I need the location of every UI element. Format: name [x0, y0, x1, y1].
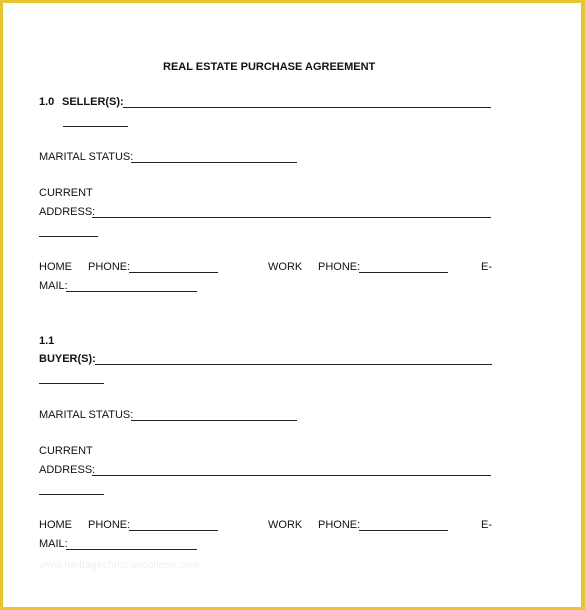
seller-home-phone-label: PHONE: — [88, 261, 131, 273]
buyer-address-label: ADDRESS: — [39, 464, 96, 476]
buyer-home-phone-field[interactable] — [129, 530, 218, 531]
seller-work-phone-label: PHONE: — [318, 261, 361, 273]
seller-email-field[interactable] — [66, 291, 197, 292]
seller-address-field[interactable] — [92, 217, 491, 218]
seller-current-label: CURRENT — [39, 187, 93, 199]
seller-name-field-continued[interactable] — [63, 126, 128, 127]
seller-address-label: ADDRESS: — [39, 206, 96, 218]
buyer-email-field[interactable] — [66, 549, 197, 550]
buyer-marital-status-label: MARITAL STATUS: — [39, 409, 134, 421]
seller-marital-status-label: MARITAL STATUS: — [39, 151, 134, 163]
buyer-work-phone-field[interactable] — [359, 530, 448, 531]
buyer-label: BUYER(S): — [39, 353, 96, 365]
buyer-address-field[interactable] — [92, 475, 491, 476]
seller-section-number: 1.0 — [39, 96, 55, 108]
buyer-work-label: WORK — [268, 519, 303, 531]
seller-name-field[interactable] — [123, 107, 491, 108]
buyer-name-field[interactable] — [95, 364, 492, 365]
seller-work-label: WORK — [268, 261, 303, 273]
buyer-name-field-continued[interactable] — [39, 383, 104, 384]
buyer-address-field-continued[interactable] — [39, 494, 104, 495]
buyer-email-label-end: MAIL: — [39, 538, 68, 550]
buyer-email-label-start: E- — [481, 519, 492, 531]
buyer-section-number: 1.1 — [39, 335, 55, 347]
seller-home-phone-field[interactable] — [129, 272, 218, 273]
seller-email-label-start: E- — [481, 261, 492, 273]
buyer-home-phone-label: PHONE: — [88, 519, 131, 531]
seller-work-phone-field[interactable] — [359, 272, 448, 273]
seller-label: SELLER(S): — [62, 96, 124, 108]
seller-home-label: HOME — [39, 261, 72, 273]
buyer-work-phone-label: PHONE: — [318, 519, 361, 531]
buyer-marital-status-field[interactable] — [131, 420, 297, 421]
buyer-home-label: HOME — [39, 519, 72, 531]
seller-email-label-end: MAIL: — [39, 280, 68, 292]
document-title: REAL ESTATE PURCHASE AGREEMENT — [163, 61, 376, 73]
buyer-current-label: CURRENT — [39, 445, 93, 457]
seller-marital-status-field[interactable] — [131, 162, 297, 163]
seller-address-field-continued[interactable] — [39, 236, 98, 237]
watermark: www.heritagechristiancollege.com — [39, 560, 200, 571]
